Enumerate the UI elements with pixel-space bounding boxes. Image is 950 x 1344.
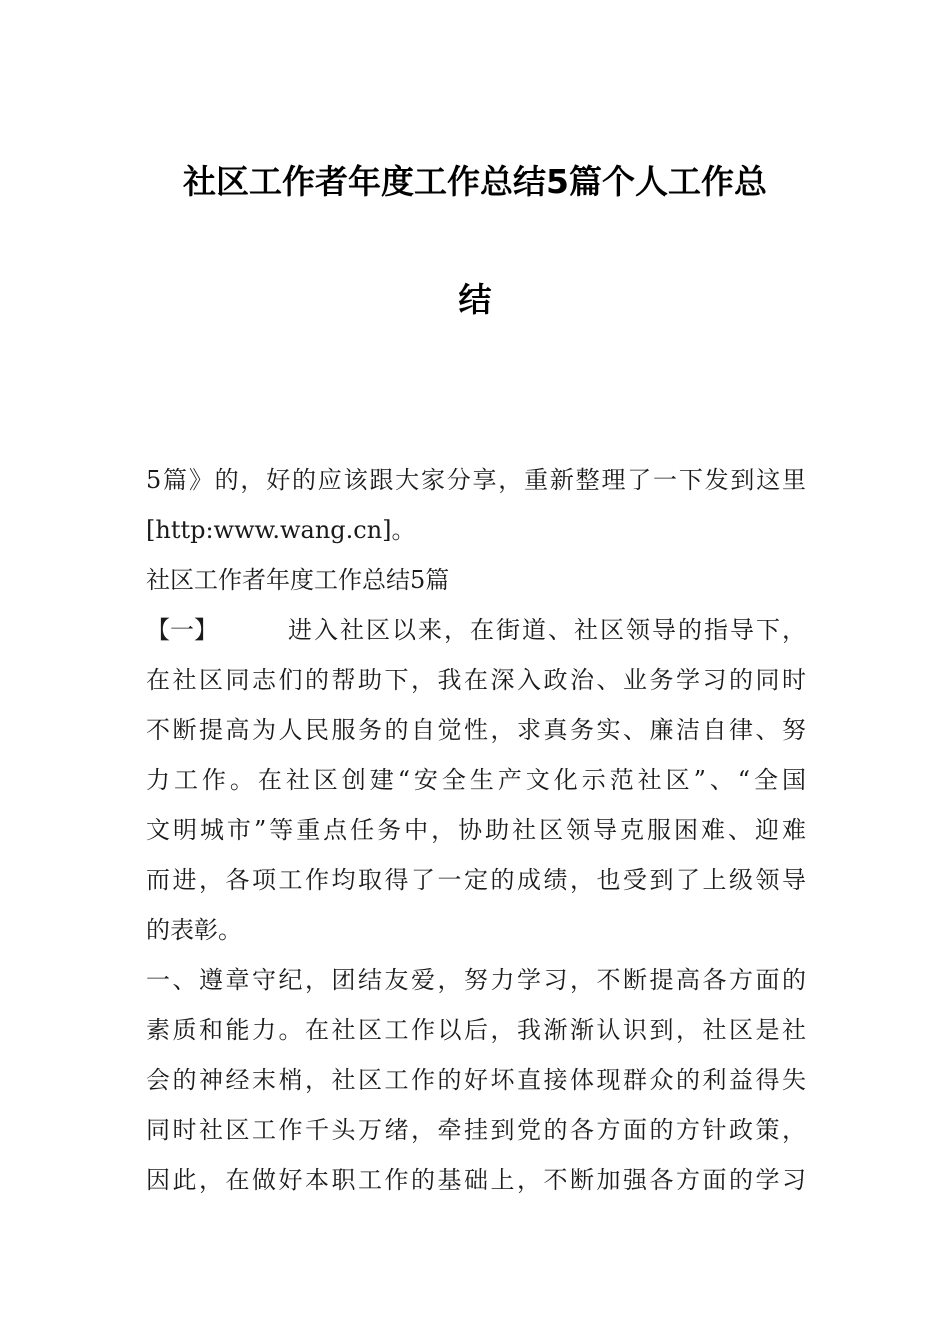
intro-line-3: [http:www.wang.cn]。 [146,516,416,544]
part1-marker: 【一】 [146,616,218,644]
intro-line-2: 5篇》的，好的应该跟大家分享，重新整理了一下发到这里 [146,466,806,494]
point1-line-2: 素质和能力。在社区工作以后，我渐渐认识到，社区是社 [146,1016,806,1044]
part1-line-1: 进入社区以来，在街道、社区领导的指导下， [288,616,806,644]
point1-line-5: 因此，在做好本职工作的基础上，不断加强各方面的学习 [146,1166,806,1194]
part1-line-6: 而进，各项工作均取得了一定的成绩，也受到了上级领导 [146,866,806,894]
part1-line-7: 的表彰。 [146,916,242,944]
document-title-line-2: 结 [458,280,492,319]
section-heading: 社区工作者年度工作总结5篇 [146,566,450,594]
part1-line-2: 在社区同志们的帮助下，我在深入政治、业务学习的同时 [146,666,806,694]
point1-line-3: 会的神经末梢，社区工作的好坏直接体现群众的利益得失 [146,1066,806,1094]
point1-line-4: 同时社区工作千头万绪，牵挂到党的各方面的方针政策， [146,1116,806,1144]
part1-line-1-row [146,615,806,645]
document-title-line-1: 社区工作者年度工作总结5篇个人工作总 [183,162,767,201]
point1-line-1: 一、遵章守纪，团结友爱，努力学习，不断提高各方面的 [146,966,806,994]
part1-line-5: 文明城市”等重点任务中，协助社区领导克服困难、迎难 [146,816,806,844]
part1-line-3: 不断提高为人民服务的自觉性，求真务实、廉洁自律、努 [146,716,806,744]
part1-line-4: 力工作。在社区创建“安全生产文化示范社区”、“全国 [146,766,806,794]
